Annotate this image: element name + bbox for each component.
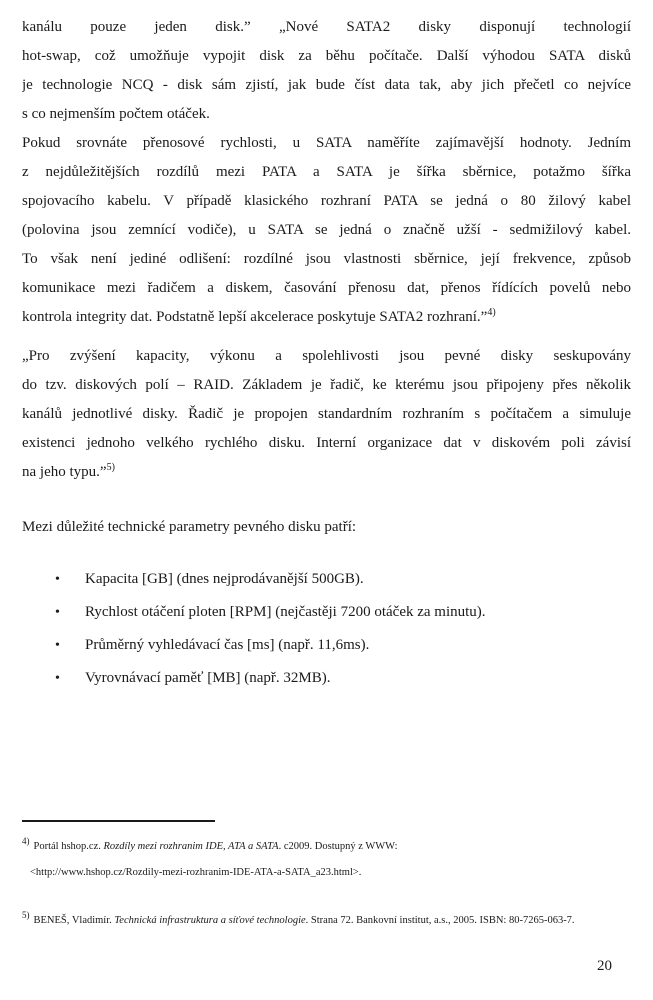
footnote-5-marker: 5) <box>22 910 30 920</box>
paragraph-pata-sata-comparison <box>22 129 631 332</box>
page-body <box>22 13 631 695</box>
text-line <box>22 458 631 487</box>
disk-parameters-list <box>22 563 631 695</box>
bullet-icon: • <box>55 572 60 587</box>
footnote-area <box>22 820 631 934</box>
footnote-4-details: . c2009. Dostupný z WWW: <box>278 841 398 852</box>
list-item-cache <box>22 662 631 695</box>
footnote-5 <box>22 902 631 934</box>
text-segment: kontrola integrity dat. Podstatně lepší akcelerace poskytuje SATA2 rozhraní.” <box>22 309 488 325</box>
text-line: „Pro zvýšení kapacity, výkonu a spolehlivosti jsou pevné disky seskupovány <box>22 348 631 364</box>
footnote-reference-5: 5) <box>106 462 115 473</box>
footnote-4-title: Rozdíly mezi rozhranim IDE, ATA a SATA <box>103 841 279 852</box>
list-item-seek-time <box>22 629 631 662</box>
text-line: hot-swap, což umožňuje vypojit disk za běhu počítače. Další výhodou SATA disků <box>22 48 631 64</box>
footnote-5-details: . Strana 72. Bankovní institut, a.s., 2005. ISBN: 80-7265-063-7. <box>305 915 575 926</box>
text-line: (polovina jsou zemnící vodiče), u SATA se jedná o značně užší - sedmižilový kabel. <box>22 222 631 238</box>
bullet-icon: • <box>55 671 60 686</box>
list-item-capacity <box>22 563 631 596</box>
bullet-icon: • <box>55 605 60 620</box>
list-item-text: Rychlost otáčení ploten [RPM] (nejčastěji 7200 otáček za minutu). <box>85 604 486 620</box>
text-line: kanálu pouze jeden disk.” „Nové SATA2 disky disponují technologií <box>22 19 631 35</box>
footnote-reference-4: 4) <box>487 307 496 318</box>
text-line: do tzv. diskových polí – RAID. Základem je řadič, ke kterému jsou připojeny přes několik <box>22 377 631 393</box>
page-number: 20 <box>597 958 612 974</box>
text-line: z nejdůležitějších rozdílů mezi PATA a SATA je šířka sběrnice, potažmo šířka <box>22 164 631 180</box>
bullet-icon: • <box>55 638 60 653</box>
text-segment: na jeho typu.” <box>22 464 107 480</box>
text-line: s co nejmenším počtem otáček. <box>22 106 210 122</box>
footnote-5-title: Technická infrastruktura a síťové technologie <box>114 915 306 926</box>
text-line: spojovacího kabelu. V případě klasického rozhraní PATA se jedná o 80 žilový kabel <box>22 193 631 209</box>
parameters-intro-line: Mezi důležité technické parametry pevného disku patří: <box>22 519 357 535</box>
text-line: je technologie NCQ - disk sám zjistí, jak bude číst data tak, aby jich přečetl co nejvíce <box>22 77 631 93</box>
text-line: existenci jednoho velkého rychlého disku. Interní organizace dat v diskovém poli závisí <box>22 435 631 451</box>
text-line: Pokud srovnáte přenosové rychlosti, u SATA naměříte zajímavější hodnoty. Jedním <box>22 135 631 151</box>
footnote-4-marker: 4) <box>22 836 30 846</box>
text-line: To však není jediné odlišení: rozdílné jsou vlastnosti sběrnice, její frekvence, způsob <box>22 251 631 267</box>
list-item-rpm <box>22 596 631 629</box>
list-item-text: Vyrovnávací paměť [MB] (např. 32MB). <box>85 670 331 686</box>
list-item-text: Kapacita [GB] (dnes nejprodávanější 500GB). <box>85 571 364 587</box>
paragraph-sata2-hotswap <box>22 13 631 129</box>
paragraph-raid-quote <box>22 342 631 487</box>
footnote-4-url: <http://www.hshop.cz/Rozdily-mezi-rozhranim-IDE-ATA-a-SATA_a23.html>. <box>30 867 362 878</box>
footnote-4 <box>22 828 631 886</box>
list-item-text: Průměrný vyhledávací čas [ms] (např. 11,6ms). <box>85 637 370 653</box>
text-line: komunikace mezi řadičem a diskem, časování přenosu dat, přenos řídících povelů nebo <box>22 280 631 296</box>
text-line <box>22 303 631 332</box>
text-line: kanálů jednotlivé disky. Řadič je propojen standardním rozhraním s počítačem a simuluje <box>22 406 631 422</box>
footnote-5-author: BENEŠ, Vladimír. <box>33 915 115 926</box>
footnote-separator-rule <box>22 820 215 822</box>
footnote-4-source: Portál hshop.cz. <box>33 841 104 852</box>
